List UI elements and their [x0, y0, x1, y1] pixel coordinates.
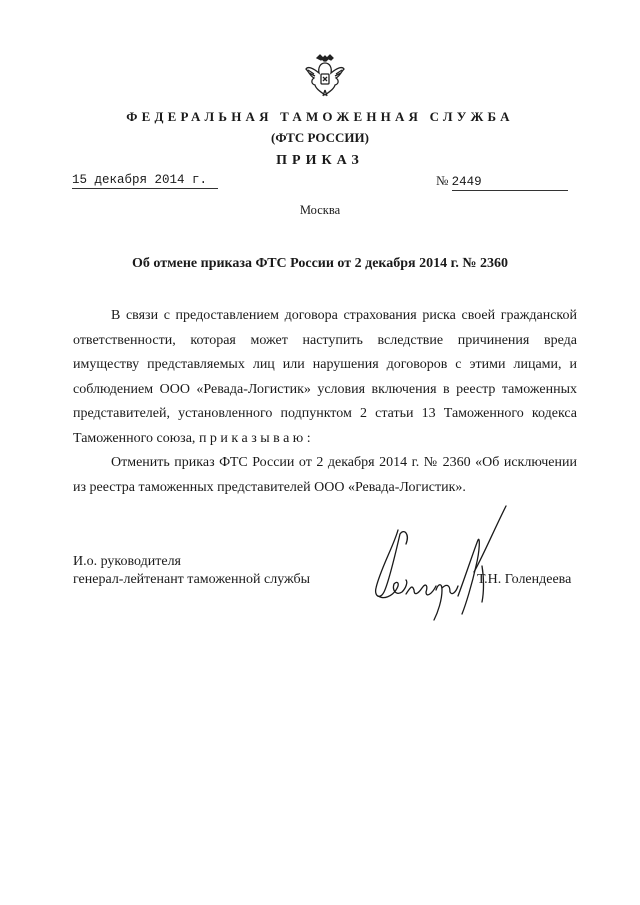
- coat-of-arms-icon: [304, 54, 346, 98]
- order-number-block: [436, 173, 578, 191]
- body-paragraph-1-text: В связи с предоставлением договора страхования риска своей гражданской ответственности, которая может наступить вследствие причинения вреда имуществу представляемых лиц или нарушения договоров с этими лицами, и соблюдением ООО «Ревада-Логистик» условия включения в реестр таможенных представителей, установленного подпунктом 2 статьи 13 Таможенного кодекса Таможенного союза,: [73, 308, 577, 446]
- order-directive: приказываю:: [198, 430, 315, 446]
- order-body: [73, 304, 577, 500]
- body-paragraph-2: Отменить приказ ФТС России от 2 декабря 2014 г. № 2360 «Об исключении из реестра таможенных представителей ООО «Ревада-Логистик».: [73, 455, 577, 495]
- signatory-name: Т.Н. Голендеева: [477, 572, 572, 587]
- city: Москва: [299, 203, 341, 217]
- document-type: ПРИКАЗ: [276, 153, 364, 168]
- order-subject: Об отмене приказа ФТС России от 2 декабря 2014 г. № 2360: [132, 256, 508, 271]
- position-line-2: генерал-лейтенант таможенной службы: [73, 572, 311, 587]
- number-sign: №: [436, 173, 449, 188]
- body-paragraph-1: [73, 304, 577, 451]
- order-date: 15 декабря 2014 г.: [72, 173, 218, 189]
- handwritten-signature-icon: [370, 500, 520, 630]
- agency-short-name: (ФТС РОССИИ): [271, 130, 369, 145]
- order-number: 2449: [452, 175, 568, 191]
- signatory-position: [73, 553, 310, 589]
- position-line-1: И.о. руководителя: [73, 554, 182, 569]
- agency-name: ФЕДЕРАЛЬНАЯ ТАМОЖЕННАЯ СЛУЖБА: [126, 109, 514, 124]
